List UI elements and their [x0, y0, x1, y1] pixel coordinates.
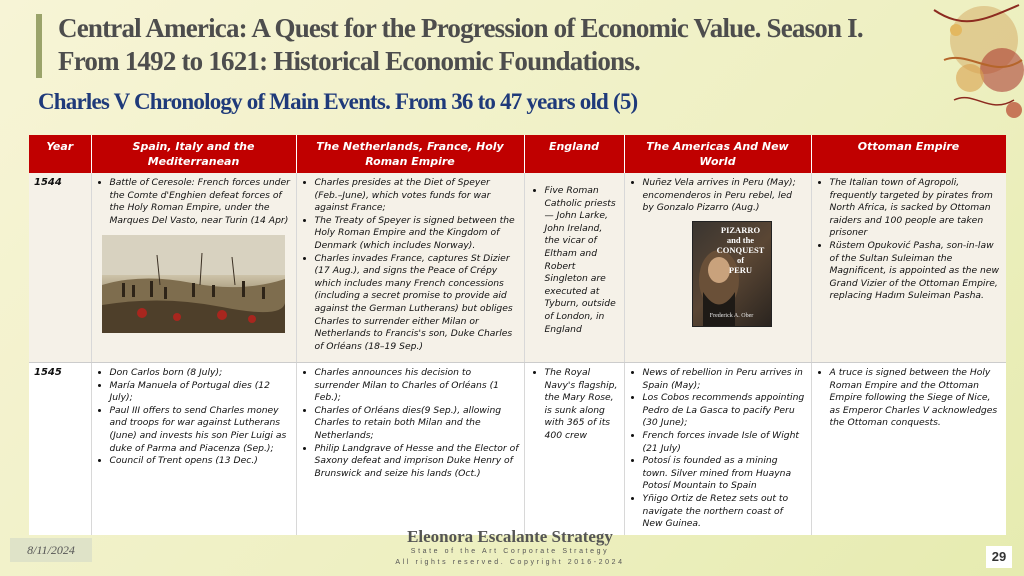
- ottoman-cell: [811, 363, 1006, 535]
- column-header-americas: The Americas And New World: [624, 135, 811, 173]
- column-header-england: England: [524, 135, 624, 173]
- floral-decoration-image: [874, 0, 1024, 140]
- title-line-1: Central America: A Quest for the Progression of Economic Value. Season I.: [58, 13, 863, 43]
- americas-cell: [624, 363, 811, 535]
- table-header-row: [29, 135, 1006, 173]
- column-header-ottoman: Ottoman Empire: [811, 135, 1006, 173]
- footer-date: 8/11/2024: [10, 538, 92, 562]
- event-item: • Charles announces his decision to surrender Milan to Charles of Orléans (1 Feb.);: [315, 367, 519, 405]
- page-title: [58, 12, 958, 78]
- pizarro-book-cover-image: [692, 221, 772, 327]
- event-item: • A truce is signed between the Holy Roman Empire and the Ottoman Empire following the Siege of Nice, as Emperor Charles V acknowledges the Ottoman conquests.: [830, 367, 1001, 430]
- table-row: [29, 363, 1006, 535]
- spain-cell: [91, 173, 296, 363]
- event-item: • Rüstem Opuković Pasha, son-in-law of the Sultan Suleiman the Magnificent, is appointed as the new Grand Vizier of the Ottoman Empire, replacing Hadım Suleiman Pasha.: [830, 240, 1001, 303]
- title-line-2: From 1492 to 1621: Historical Economic Foundations.: [58, 46, 640, 76]
- event-item: • Nuñez Vela arrives in Peru (May); encomenderos in Peru rebel, led by Gonzalo Pizarro (Aug.): [643, 177, 806, 215]
- event-item: • Charles invades France, captures St Dizier (17 Aug.), and signs the Peace of Crépy which includes many French concessions (including a secret promise to provide aid against the German Lutherans) but obliges Charles to surrender either Milan or Netherlands to Francis's son, Duke Charles of Orléans (18–19 Sep.): [315, 253, 519, 354]
- event-item: • The Treaty of Speyer is signed between the Holy Roman Empire and the Kingdom of Denmark (which includes Norway).: [315, 215, 519, 253]
- year-cell: 1544: [29, 173, 91, 363]
- event-item: • Paul III offers to send Charles money and troops for war against Lutherans (June) and invests his son Pier Luigi as duke of Parma and Piacenza (Sep.);: [110, 405, 291, 455]
- event-item: • Battle of Ceresole: French forces under the Comte d'Enghien defeat forces of the Holy Roman Empire, under the Marques Del Vasto, near Turin (14 Apr): [110, 177, 291, 227]
- event-item: • Yñigo Ortiz de Retez sets out to navigate the northern coast of New Guinea.: [643, 493, 806, 531]
- event-item: • Potosí is founded as a mining town. Silver mined from Huayna Potosí Mountain to Spain: [643, 455, 806, 493]
- event-item: • Five Roman Catholic priests— John Larke, John Ireland, the vicar of Eltham and Robert Singleton are executed at Tyburn, outside of London, in England: [545, 185, 619, 336]
- footer-brand: Eleonora Escalante Strategy: [407, 527, 613, 546]
- netherlands-cell: [296, 363, 524, 535]
- title-accent-bar: [36, 14, 42, 78]
- americas-cell: [624, 173, 811, 363]
- netherlands-cell: [296, 173, 524, 363]
- england-cell: [524, 173, 624, 363]
- event-item: • The Royal Navy's flagship, the Mary Rose, is sunk along with 365 of its 400 crew: [545, 367, 619, 443]
- ottoman-cell: [811, 173, 1006, 363]
- event-item: • Council of Trent opens (13 Dec.): [110, 455, 291, 468]
- event-item: • French forces invade Isle of Wight (21 July): [643, 430, 806, 455]
- battle-painting-image: [102, 235, 285, 333]
- spain-cell: [91, 363, 296, 535]
- england-cell: [524, 363, 624, 535]
- column-header-spain: Spain, Italy and the Mediterranean: [91, 135, 296, 173]
- column-header-netherlands: The Netherlands, France, Holy Roman Empire: [296, 135, 524, 173]
- chronology-table: [29, 135, 1006, 535]
- event-item: • Los Cobos recommends appointing Pedro de La Gasca to pacify Peru (30 June);: [643, 392, 806, 430]
- page-subtitle: Charles V Chronology of Main Events. From 36 to 47 years old (5): [38, 89, 638, 114]
- event-item: • Don Carlos born (8 July);: [110, 367, 291, 380]
- page-number: 29: [986, 546, 1012, 568]
- event-item: • Charles presides at the Diet of Speyer (Feb.–June), which votes funds for war against France;: [315, 177, 519, 215]
- event-item: • News of rebellion in Peru arrives in Spain (May);: [643, 367, 806, 392]
- year-cell: 1545: [29, 363, 91, 535]
- event-item: • The Italian town of Agropoli, frequently targeted by pirates from North Africa, is sacked by Ottoman raiders and 100 people are taken prisoner: [830, 177, 1001, 240]
- footer-copyright: All rights reserved. Copyright 2016-2024: [395, 559, 625, 566]
- event-item: • Philip Landgrave of Hesse and the Elector of Saxony defeat and imprison Duke Henry of Brunswick and seize his lands (Oct.): [315, 443, 519, 481]
- footer-tagline: State of the Art Corporate Strategy: [410, 548, 610, 555]
- event-item: • Charles of Orléans dies(9 Sep.), allowing Charles to retain both Milan and the Netherlands;: [315, 405, 519, 443]
- book-author: Frederick A. Ober: [709, 313, 754, 320]
- table-row: [29, 173, 1006, 363]
- event-item: • María Manuela of Portugal dies (12 July);: [110, 380, 291, 405]
- book-title: PIZARRO and the CONQUEST of PERU: [716, 224, 765, 275]
- column-header-year: Year: [29, 135, 91, 173]
